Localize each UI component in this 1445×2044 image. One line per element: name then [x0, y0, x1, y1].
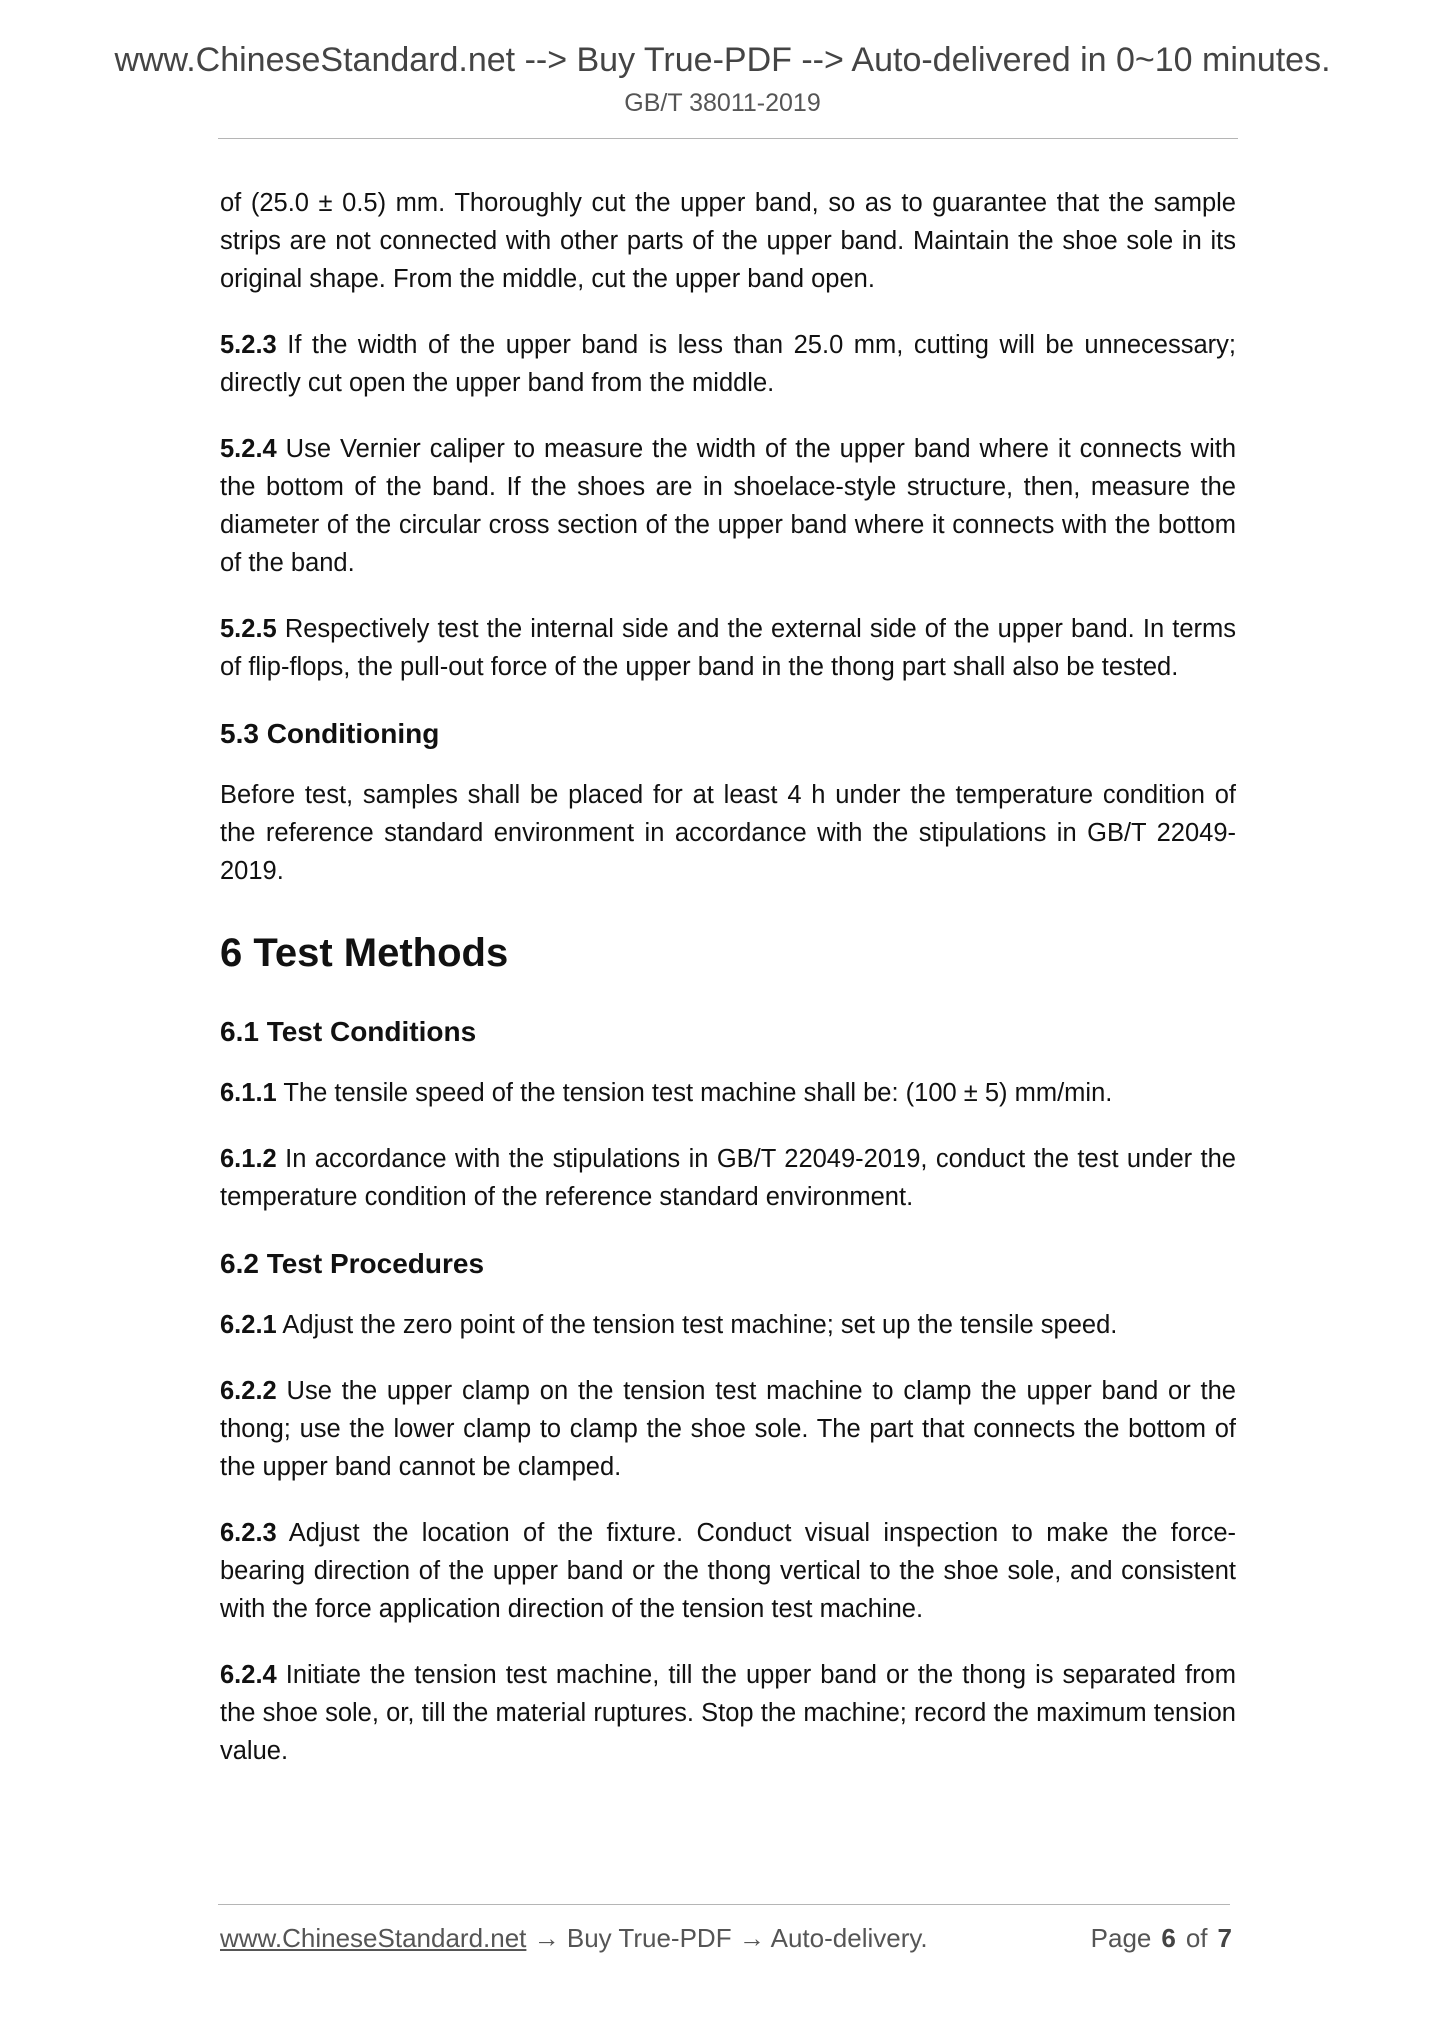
- arrow-right-icon: →: [533, 1923, 560, 1953]
- clause-number: 5.2.3: [220, 331, 277, 359]
- heading-6: 6 Test Methods: [220, 931, 509, 975]
- clause-number: 5.2.4: [220, 435, 277, 463]
- paragraph-conditioning: Before test, samples shall be placed for at least 4 h under the temperature condition of the reference standard environment in accordance with the stipulations in GB/T 22049-2019.: [220, 781, 1236, 885]
- clause-5-2-3: [220, 326, 1236, 402]
- header-divider: [218, 138, 1238, 139]
- footer-divider: [218, 1904, 1230, 1905]
- top-banner: www.ChineseStandard.net --> Buy True-PDF --> Auto-delivered in 0~10 minutes.: [114, 41, 1331, 79]
- page-total: 7: [1217, 1923, 1232, 1953]
- footer-buy-text: Buy True-PDF: [566, 1923, 732, 1953]
- clause-6-2-3: [220, 1514, 1236, 1628]
- page-label: Page: [1090, 1923, 1152, 1953]
- standard-code: GB/T 38011-2019: [624, 89, 821, 117]
- page-of: of: [1185, 1923, 1208, 1953]
- clause-number: 6.2.1: [220, 1311, 277, 1339]
- clause-6-1-1: [220, 1074, 1236, 1112]
- heading-6-1: 6.1 Test Conditions: [220, 1016, 477, 1047]
- clause-text: If the width of the upper band is less than 25.0 mm, cutting will be unnecessary; directly cut open the upper band from the middle.: [220, 331, 1236, 397]
- clause-text: Adjust the location of the fixture. Conduct visual inspection to make the force-bearing direction of the upper band or the thong vertical to the shoe sole, and consistent with the force application direction of the tension test machine.: [220, 1519, 1236, 1623]
- clause-text: Use Vernier caliper to measure the width of the upper band where it connects with the bottom of the band. If the shoes are in shoelace-style structure, then, measure the diameter of the circular cross section of the upper band where it connects with the bottom of the band.: [220, 435, 1236, 577]
- clause-text: Initiate the tension test machine, till the upper band or the thong is separated from the shoe sole, or, till the material ruptures. Stop the machine; record the maximum tension value.: [220, 1661, 1236, 1765]
- clause-6-2-1: [220, 1306, 1236, 1344]
- footer-delivery-text: Auto-delivery.: [770, 1923, 928, 1953]
- clause-text: Use the upper clamp on the tension test machine to clamp the upper band or the thong; use the lower clamp to clamp the shoe sole. The part that connects the bottom of the upper band cannot be clamped.: [220, 1377, 1236, 1481]
- clause-5-2-4: [220, 430, 1236, 582]
- clause-number: 6.1.2: [220, 1145, 277, 1173]
- page-footer: [220, 1918, 1232, 1958]
- page-indicator: [1091, 1918, 1232, 1958]
- page-current: 6: [1161, 1923, 1176, 1953]
- clause-text: Respectively test the internal side and the external side of the upper band. In terms of flip-flops, the pull-out force of the upper band in the thong part shall also be tested.: [220, 615, 1236, 681]
- clause-number: 5.2.5: [220, 615, 277, 643]
- heading-5-3: 5.3 Conditioning: [220, 718, 440, 749]
- clause-6-1-2: [220, 1140, 1236, 1216]
- clause-text: Adjust the zero point of the tension test machine; set up the tensile speed.: [276, 1311, 1118, 1339]
- clause-number: 6.1.1: [220, 1079, 277, 1107]
- clause-text: The tensile speed of the tension test machine shall be: (100 ± 5) mm/min.: [276, 1079, 1113, 1107]
- clause-number: 6.2.2: [220, 1377, 277, 1405]
- paragraph-intro: of (25.0 ± 0.5) mm. Thoroughly cut the upper band, so as to guarantee that the sample strips are not connected with other parts of the upper band. Maintain the shoe sole in its original shape. From the middle, cut the upper band open.: [220, 189, 1236, 293]
- clause-5-2-5: [220, 610, 1236, 686]
- footer-links: [220, 1918, 928, 1958]
- clause-6-2-4: [220, 1656, 1236, 1770]
- heading-6-2: 6.2 Test Procedures: [220, 1248, 485, 1279]
- clause-6-2-2: [220, 1372, 1236, 1486]
- clause-number: 6.2.3: [220, 1519, 277, 1547]
- clause-text: In accordance with the stipulations in GB/T 22049-2019, conduct the test under the temperature condition of the reference standard environment.: [220, 1145, 1236, 1211]
- arrow-right-icon: →: [738, 1923, 765, 1953]
- clause-number: 6.2.4: [220, 1661, 277, 1689]
- page-content: [220, 184, 1236, 1798]
- footer-site-link[interactable]: www.ChineseStandard.net: [220, 1923, 527, 1953]
